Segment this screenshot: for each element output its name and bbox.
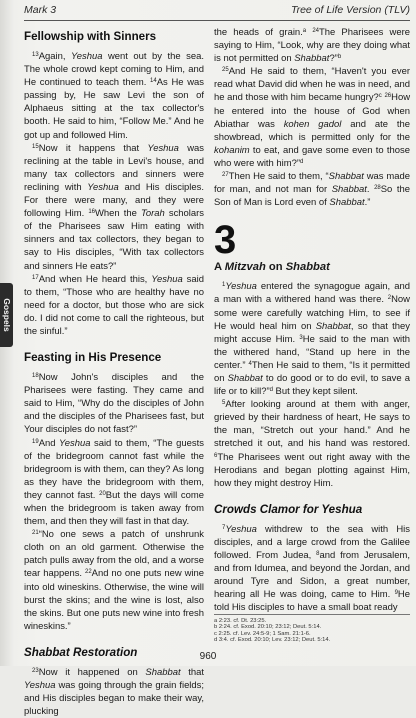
verse-paragraph: the heads of grain.$^a$ $^{24}$The Pharisees were saying to Him, “Look, why are they doing what is not permitted on Shabbat?”$^b$ — [214, 27, 411, 65]
running-head — [24, 4, 410, 20]
section-heading: Fellowship with Sinners — [24, 30, 157, 43]
verse-paragraph: $^5$After looking around at them with anger, grieved by their hardness of heart, He says to the man, “Stretch out your hand.” And he stretched it out, and his hand was restored. $^6$The Pharisees went out right away with the Herodians and began plotting against Him, how they might destroy Him. — [214, 399, 410, 489]
verse-paragraph: $^1$Yeshua entered the synagogue again, and a man with a withered hand was there. $^2$Now some were carefully watching Him, to see if He would heal him on Shabbat, so that they might accuse Him. $^3$He said to the man with the withered hand, “Stand up here in the center.” $^4$Then He said to them, “Is it permitted on Shabbat to do good or to do evil, to save a life or to kill?”$^d$ But they kept silent. — [214, 281, 410, 398]
side-tab-label: Gospels — [1, 298, 12, 332]
section-heading: A Mitzvah on Shabbat — [214, 261, 330, 274]
verse-paragraph: $^{17}$And when He heard this, Yeshua said to them, “Those who are healthy have no need for a doctor, but those who are sick do. I did not come to call the righteous, but the sinful.” — [24, 273, 205, 337]
running-head-version: Tree of Life Version (TLV) — [290, 4, 410, 16]
footnote: b 2:24. cf. Exod. 20:10; 23:12; Deut. 5:14. — [214, 624, 322, 631]
page-number: 960 — [199, 651, 217, 662]
left-column — [24, 26, 205, 718]
section-heading: Shabbat Restoration — [24, 645, 138, 659]
gospels-side-tab[interactable] — [0, 283, 13, 347]
footnote: a 2:23. cf. Dt. 23:25. — [214, 618, 267, 624]
verse-paragraph: $^7$Yeshua withdrew to the sea with His disciples, and a large crowd from the Galilee followed. From Judea, $^8$and from Jerusalem, and from Idumea, and beyond the Jordan, and around Tyre and Sidon, a great number, hearing all He was doing, came to Him. $^9$He told His disciples to have a small boat ready — [214, 523, 410, 614]
section-heading: Crowds Clamor for Yeshua — [214, 502, 363, 516]
footnote: d 3:4. cf. Exod. 20:10; Lev. 23:12; Deut. 5:14. — [214, 637, 331, 644]
right-column — [214, 26, 410, 646]
verse-paragraph: $^{13}$Again, Yeshua went out by the sea. The whole crowd kept coming to Him, and He continued to teach them. $^{14}$As He was passing by, He saw Levi the son of Alphaeus sitting at the tax collector's booth. He said to him, “Follow Me.” And he got up and followed Him. — [24, 51, 204, 141]
verse-paragraph: $^{19}$And Yeshua said to them, “The guests of the bridegroom cannot fast while the bridegroom is with them, can they? As long as they have the bridegroom with them, they cannot fast. $^{20}$But the days will come when the bridegroom is taken away from them, and then they will fast in that day. — [24, 437, 204, 528]
verse-paragraph: $^{15}$Now it happens that Yeshua was reclining at the table in Levi's house, and many tax collectors and sinners were reclining with Yeshua and His disciples. For there were many, and they were following Him. $^{16}$When the Torah scholars of the Pharisees saw Him eating with sinners and tax collectors, they began to say to His disciples, “With tax collectors and sinners He eats?” — [24, 142, 204, 272]
footnote: c 2:25. cf. Lev. 24:5-9; 1 Sam. 21:1-6. — [214, 630, 311, 637]
chapter-number: 3 — [214, 218, 237, 263]
verse-paragraph: $^{25}$And He said to them, “Haven't you ever read what David did when he was in need, and he and those with him became hungry?$^c$ $^{26}$How he entered into the house of God when Abiathar was kohen gadol and ate the showbread, which is permitted only for the kohanim to eat, and gave some even to those who were with him?”$^d$ — [214, 66, 411, 169]
verse-paragraph: $^{18}$Now John's disciples and the Pharisees were fasting. They came and said to Him, “Why do the disciples of John and the disciples of the Pharisees fast, but Your disciples do not fast?” — [24, 372, 204, 436]
verse-paragraph: $^{21}$“No one sews a patch of unshrunk cloth on an old garment. Otherwise the patch pulls away from the old, and a worse tear happens. $^{22}$And no one puts new wine into old wineskins. Otherwise, the wine will burst the skins; and the wine is lost, also the skins. But one puts new wine into fresh wineskins.” — [24, 529, 204, 632]
verse-paragraph: $^{27}$Then He said to them, “Shabbat was made for man, and not man for Shabbat. $^{28}$So the Son of Man is Lord even of Shabbat.” — [214, 171, 410, 209]
verse-paragraph: $^{23}$Now it happened on Shabbat that Yeshua was going through the grain fields; and His disciples began to make their way, plucking — [24, 666, 204, 718]
section-heading: Feasting in His Presence — [24, 351, 162, 365]
header-rule — [24, 20, 410, 21]
running-head-book: Mark 3 — [24, 4, 57, 16]
footnotes — [214, 614, 410, 644]
